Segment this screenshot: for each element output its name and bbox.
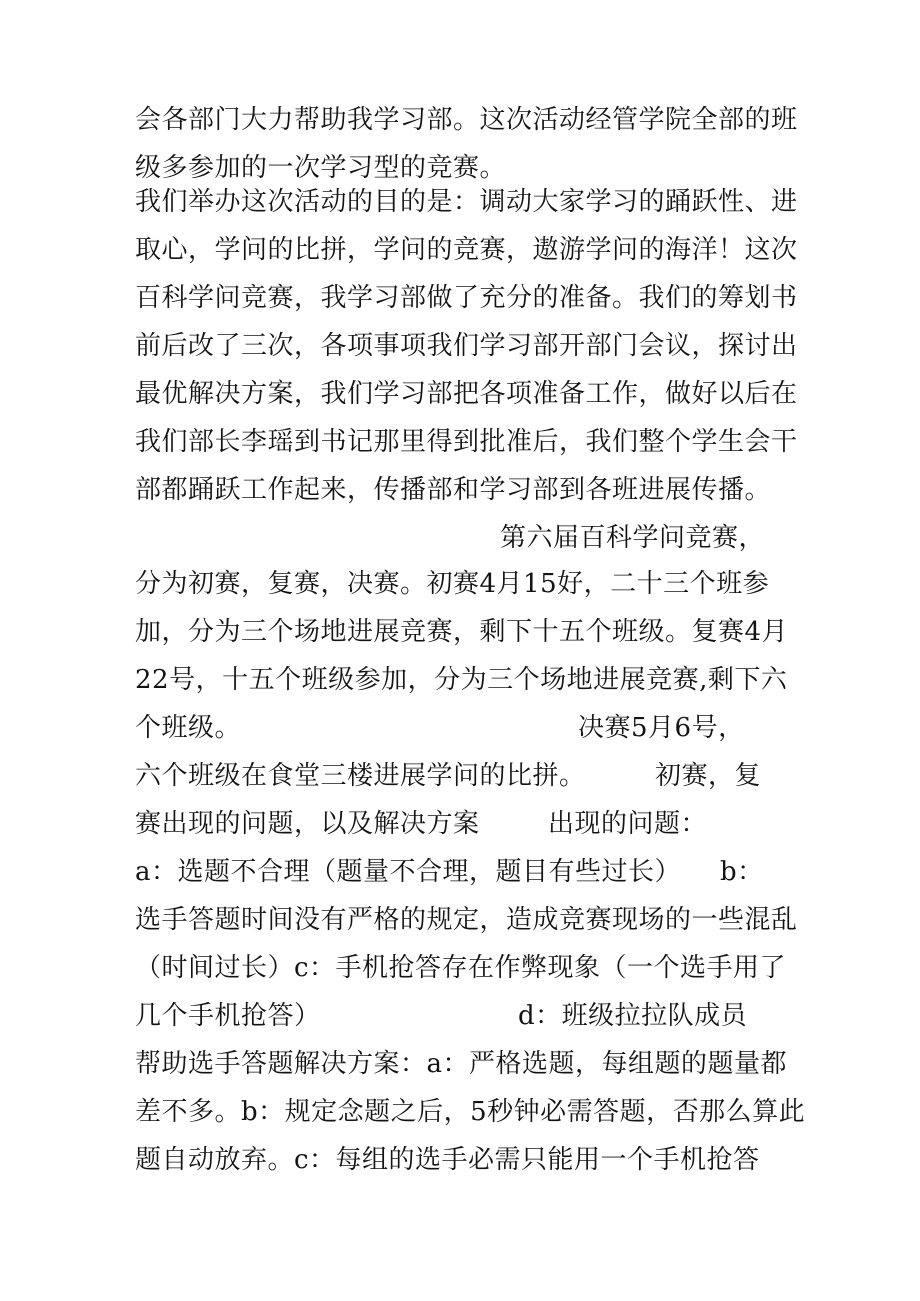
- text-line: 我们部长李瑶到书记那里得到批准后，我们整个学生会干: [135, 427, 798, 457]
- text-line: 22号，十五个班级参加，分为三个场地进展竞赛,剩下六: [135, 665, 788, 695]
- text-line: 百科学问竞赛，我学习部做了充分的准备。我们的筹划书: [135, 283, 798, 313]
- text-line: 分为初赛，复赛，决赛。初赛4月15好，二十三个班参: [135, 569, 770, 599]
- text-line: 决赛5月6号，: [578, 713, 745, 743]
- text-line: 赛出现的问题，以及解决方案: [135, 809, 480, 839]
- text-line: b：: [720, 857, 764, 887]
- text-line: a：选题不合理（题量不合理，题目有些过长）: [135, 857, 682, 887]
- text-line: 第六届百科学问竞赛，: [500, 523, 766, 553]
- text-line: 初赛，复: [655, 761, 762, 791]
- text-line: 个班级。: [135, 713, 242, 743]
- text-line: 六个班级在食堂三楼进展学问的比拼。: [135, 761, 586, 791]
- text-line: 会各部门大力帮助我学习部。这次活动经管学院全部的班: [135, 105, 798, 135]
- text-line: 部都踊跃工作起来，传播部和学习部到各班进展传播。: [135, 475, 772, 505]
- text-line: 题自动放弃。c：每组的选手必需只能用一个手机抢答: [135, 1145, 760, 1175]
- text-line: 我们举办这次活动的目的是：调动大家学习的踊跃性、进: [135, 187, 798, 217]
- text-line: 出现的问题：: [548, 809, 708, 839]
- text-line: 级多参加的一次学习型的竞赛。: [135, 153, 507, 183]
- text-line: 几个手机抢答）: [135, 1001, 321, 1031]
- text-line: 取心，学问的比拼，学问的竞赛，遨游学问的海洋！这次: [135, 235, 798, 265]
- text-line: 差不多。b：规定念题之后，5秒钟必需答题，否那么算此: [135, 1097, 806, 1127]
- text-line: 最优解决方案，我们学习部把各项准备工作，做好以后在: [135, 379, 798, 409]
- text-line: 加，分为三个场地进展竞赛，剩下十五个班级。复赛4月: [135, 617, 789, 647]
- text-line: 前后改了三次，各项事项我们学习部开部门会议，探讨出: [135, 331, 798, 361]
- text-line: d：班级拉拉队成员: [518, 1001, 748, 1031]
- text-line: 帮助选手答题解决方案：a：严格选题，每组题的题量都: [135, 1049, 788, 1079]
- text-line: （时间过长）c：手机抢答存在作弊现象（一个选手用了: [135, 953, 787, 983]
- text-line: 选手答题时间没有严格的规定，造成竞赛现场的一些混乱: [135, 905, 798, 935]
